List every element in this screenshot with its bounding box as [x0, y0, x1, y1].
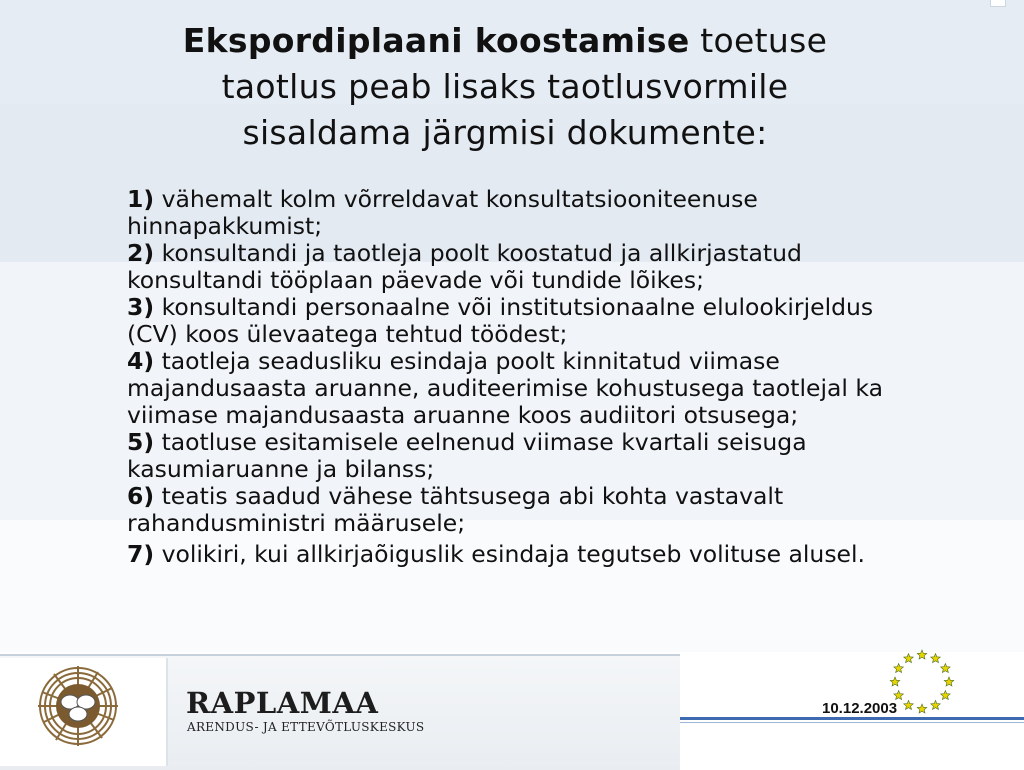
item-number: 2) [127, 239, 155, 267]
eu-star [931, 654, 941, 663]
list-item [127, 541, 927, 568]
brand-subtitle: ARENDUS- JA ETTEVÕTLUSKESKUS [187, 720, 425, 734]
list-item [127, 240, 927, 294]
item-number: 7) [127, 540, 155, 568]
title-rest: toetuse [689, 21, 828, 60]
item-number: 1) [127, 185, 155, 213]
list-item [127, 483, 927, 537]
item-text: vähemalt kolm võrreldavat konsultatsiooniteenuse hinnapakkumist; [127, 185, 758, 240]
title-line-2: taotlus peab lisaks taotlusvormile [221, 67, 789, 106]
footer-rule-thin [680, 722, 1024, 723]
eu-star [941, 691, 951, 700]
list-item [127, 294, 927, 348]
list-item [127, 429, 927, 483]
item-text: taotleja seadusliku esindaja poolt kinnitatud viimase majandusaasta aruanne, auditeerimise kohustusega taotlejal ka viimase majandusaasta aruanne koos audiitori otsusega; [127, 347, 883, 429]
eu-star [894, 664, 904, 673]
brand-name: RAPLAMAA [186, 686, 379, 720]
corner-tab [990, 0, 1006, 7]
logo-divider [166, 658, 168, 766]
item-text: volikiri, kui allkirjaõiguslik esindaja tegutseb volituse alusel. [154, 540, 866, 568]
eu-star [931, 700, 941, 709]
eu-star [941, 664, 951, 673]
item-number: 4) [127, 347, 155, 375]
item-number: 5) [127, 428, 155, 456]
document-list [127, 186, 927, 568]
eu-star [917, 650, 927, 659]
slide-title [60, 18, 950, 156]
list-item [127, 186, 927, 240]
eu-star [890, 677, 900, 686]
item-text: konsultandi personaalne või institutsionaalne elulookirjeldus (CV) koos ülevaatega tehtud töödest; [127, 293, 874, 348]
item-text: teatis saadud vähese tähtsusega abi kohta vastavalt rahandusministri määrusele; [127, 482, 784, 537]
nest-eggs-logo-icon [34, 662, 122, 750]
eu-stars-icon [888, 648, 956, 716]
item-text: taotluse esitamisele eelnenud viimase kvartali seisuga kasumiaruanne ja bilanss; [127, 428, 807, 483]
date-label: 10.12.2003 [822, 700, 898, 717]
eu-star [917, 704, 927, 713]
list-item [127, 348, 927, 429]
title-bold: Ekspordiplaani koostamise [182, 21, 690, 60]
eu-star [894, 691, 904, 700]
eu-star [904, 654, 914, 663]
item-text: konsultandi ja taotleja poolt koostatud ja allkirjastatud konsultandi tööplaan päevade või tundide lõikes; [127, 239, 802, 294]
title-line-3: sisaldama järgmisi dokumente: [242, 113, 768, 152]
item-number: 3) [127, 293, 155, 321]
eu-star [944, 677, 954, 686]
item-number: 6) [127, 482, 155, 510]
footer-rule [680, 717, 1024, 720]
eu-star [904, 700, 914, 709]
